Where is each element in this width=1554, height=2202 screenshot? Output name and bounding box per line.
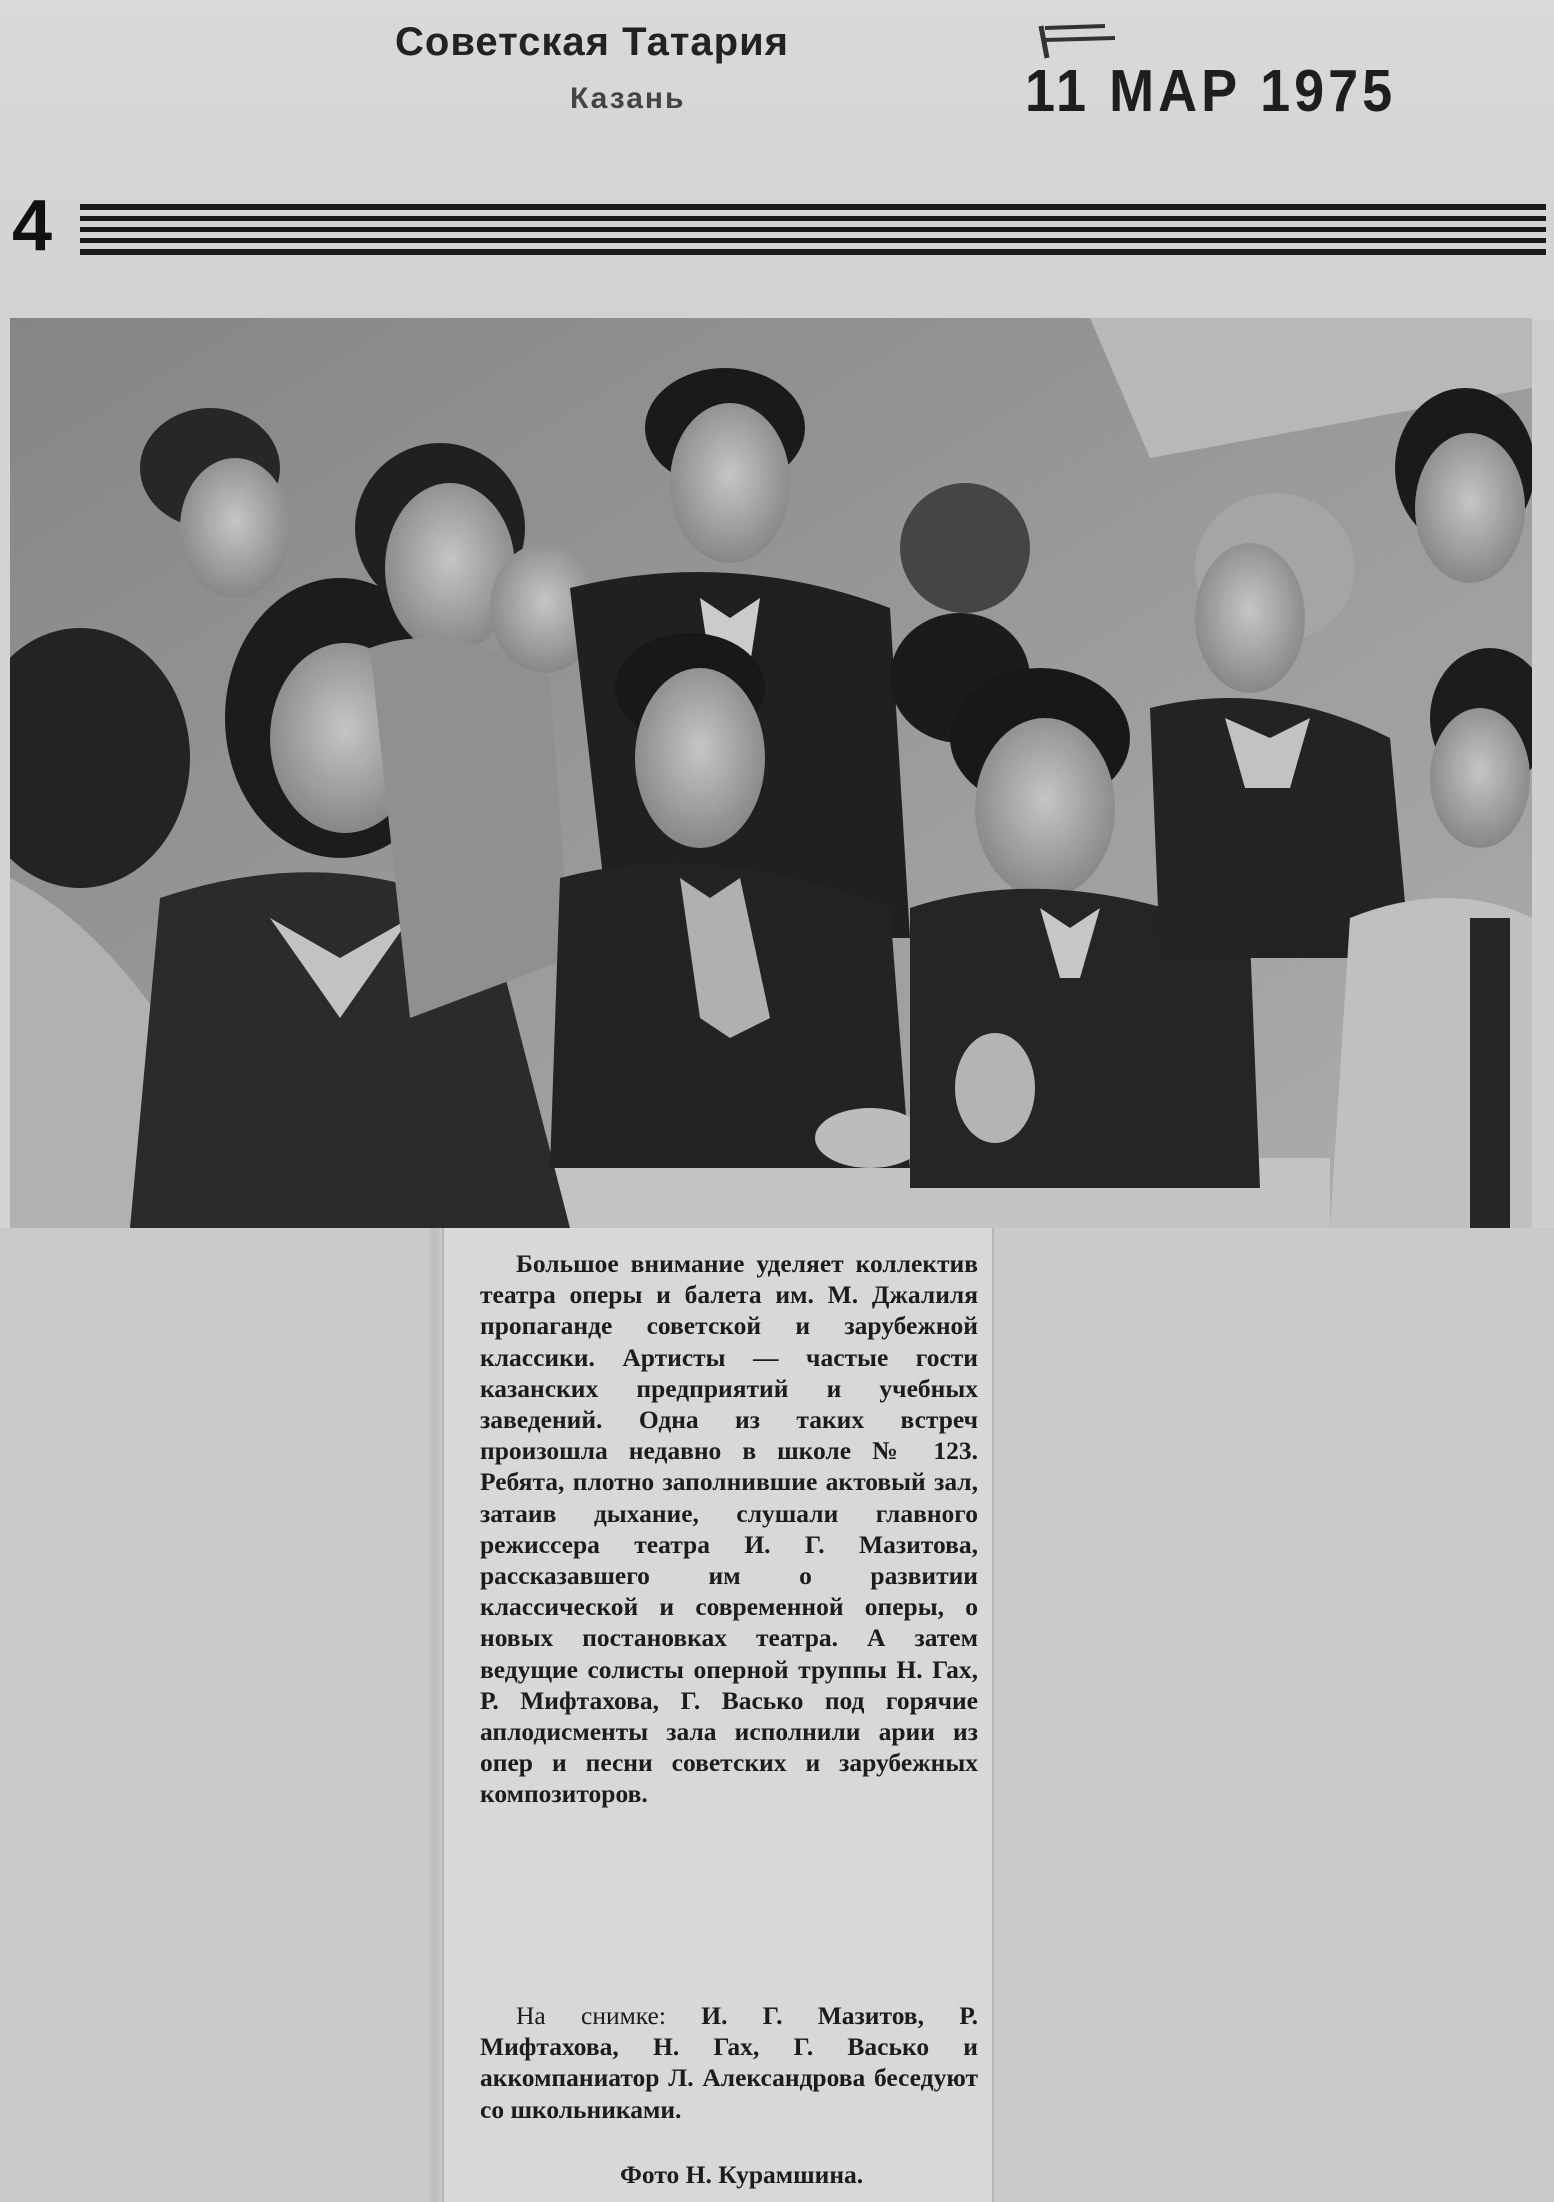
newspaper-city: Казань xyxy=(570,82,686,115)
caption-lead: На снимке: xyxy=(516,2001,666,2030)
caption-text: И. Г. Мазитов, Р. Мифтахова, Н. Гах, Г. Васько и аккомпаниатор Л. Александрова беседуют со школьниками. xyxy=(480,2001,979,2124)
newspaper-masthead: Советская Татария xyxy=(395,20,790,64)
photo-credit: Фото Н. Курамшина. xyxy=(620,2160,864,2189)
news-photo xyxy=(10,318,1532,1228)
photo-left-margin xyxy=(0,318,10,1228)
article-paragraph: Большое внимание уделяет коллектив театра оперы и балета им. М. Джалиля пропаганде советской и зарубежной классики. Артисты — частые гости казанских предприятий и учебных заведений. Одна из таких встреч произошла недавно в школе № 123. Ребята, плотно заполнившие актовый зал, затаив дыхание, слушали главного режиссера театра И. Г. Мазитова, рассказавшего им о развитии классической и современной оперы, о новых постановках театра. А затем ведущие солисты оперной труппы Н. Гах, Р. Мифтахова, Г. Васько под горячие аплодисменты зала исполнили арии из опер и песни советских и зарубежных композиторов. xyxy=(480,1249,978,1809)
page-number: 4 xyxy=(12,186,53,266)
photo-caption xyxy=(480,2000,978,2125)
article-body xyxy=(480,1248,978,1810)
paper-fold xyxy=(430,1228,440,2202)
header-rule-lines xyxy=(80,196,1546,266)
stamp-marks-icon xyxy=(1035,20,1125,60)
archive-date-stamp: 11 МАР 1975 xyxy=(1025,57,1397,124)
photo-illustration xyxy=(10,318,1532,1228)
